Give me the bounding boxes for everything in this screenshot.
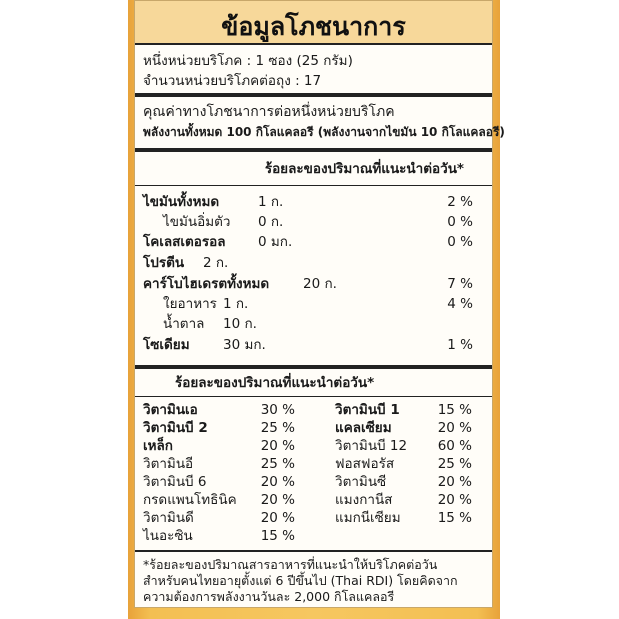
- vitamin-name: วิตามินบี 6: [143, 474, 207, 490]
- vitamin-name: วิตามินบี 12: [335, 438, 408, 454]
- vitamin-name: วิตามินซี: [335, 474, 387, 490]
- nutrient-name: ใยอาหาร: [163, 296, 217, 312]
- vitamin-name: วิตามินบี 1: [335, 402, 400, 418]
- vitamin-percent: 25 %: [260, 420, 295, 436]
- footnote: *ร้อยละของปริมาณสารอาหารที่แนะนำให้บริโภคต่อวัน: [143, 557, 438, 572]
- serving-size: หนึ่งหน่วยบริโภค : 1 ซอง (25 กรัม): [143, 53, 353, 69]
- vitamin-name: แมงกานีส: [335, 492, 393, 508]
- divider: [135, 550, 492, 552]
- nutrient-name: โซเดียม: [143, 337, 190, 353]
- vitamin-percent: 20 %: [437, 474, 472, 490]
- nutrition-label: [134, 0, 505, 608]
- divider: [135, 148, 492, 152]
- nutrient-amount: 1 ก.: [258, 194, 284, 210]
- vitamin-percent: 15 %: [437, 510, 472, 526]
- vitamin-percent: 15 %: [437, 402, 472, 418]
- dv-heading: ร้อยละของปริมาณที่แนะนำต่อวัน*: [175, 375, 375, 391]
- nutrient-name: ไขมันอิ่มตัว: [163, 214, 231, 230]
- nutrient-amount: 10 ก.: [223, 316, 257, 332]
- nutrient-name: น้ำตาล: [163, 316, 205, 332]
- nutrient-percent: 2 %: [447, 194, 473, 210]
- divider: [135, 43, 492, 45]
- vitamin-percent: 25 %: [437, 456, 472, 472]
- vitamin-percent: 20 %: [437, 492, 472, 508]
- vitamin-percent: 25 %: [260, 456, 295, 472]
- vitamin-percent: 20 %: [260, 474, 295, 490]
- dv-heading: ร้อยละของปริมาณที่แนะนำต่อวัน*: [264, 161, 464, 177]
- divider: [135, 185, 492, 186]
- nutrient-name: โคเลสเตอรอล: [143, 234, 226, 250]
- divider: [135, 396, 492, 397]
- vitamin-name: กรดแพนโทธินิค: [143, 492, 237, 508]
- vitamin-name: แมกนีเซียม: [335, 510, 401, 526]
- nutrient-name: คาร์โบไฮเดรตทั้งหมด: [143, 276, 270, 292]
- label-title: ข้อมูลโภชนาการ: [221, 12, 406, 41]
- vitamin-percent: 15 %: [260, 528, 295, 544]
- vitamin-percent: 30 %: [260, 402, 295, 418]
- nutrient-amount: 1 ก.: [223, 296, 249, 312]
- nutrient-percent: 1 %: [447, 337, 473, 353]
- vitamin-percent: 20 %: [437, 420, 472, 436]
- nutrient-amount: 2 ก.: [203, 255, 229, 271]
- vitamin-name: ฟอสฟอรัส: [335, 456, 395, 472]
- per-serving-heading: คุณค่าทางโภชนาการต่อหนึ่งหน่วยบริโภค: [143, 104, 395, 120]
- vitamin-percent: 60 %: [437, 438, 472, 454]
- vitamin-name: วิตามินเอ: [143, 402, 198, 418]
- footnote: สำหรับคนไทยอายุตั้งแต่ 6 ปีขึ้นไป (Thai RDI) โดยคิดจาก: [143, 573, 458, 588]
- nutrient-amount: 30 มก.: [223, 337, 266, 353]
- nutrient-percent: 0 %: [447, 214, 473, 230]
- nutrient-name: ไขมันทั้งหมด: [143, 194, 220, 210]
- vitamin-percent: 20 %: [260, 438, 295, 454]
- divider: [135, 365, 492, 369]
- vitamin-name: วิตามินดี: [143, 510, 194, 526]
- nutrient-amount: 0 ก.: [258, 214, 284, 230]
- vitamin-name: เหล็ก: [143, 438, 173, 454]
- servings-per-pack: จำนวนหน่วยบริโภคต่อถุง : 17: [143, 73, 322, 89]
- nutrient-amount: 20 ก.: [303, 276, 337, 292]
- nutrient-name: โปรตีน: [143, 255, 185, 271]
- footnote: ความต้องการพลังงานวันละ 2,000 กิโลแคลอรี: [143, 589, 395, 604]
- nutrient-percent: 0 %: [447, 234, 473, 250]
- energy-line: พลังงานทั้งหมด 100 กิโลแคลอรี (พลังงานจากไขมัน 10 กิโลแคลอรี): [143, 125, 505, 139]
- nutrient-percent: 4 %: [447, 296, 473, 312]
- nutrient-percent: 7 %: [447, 276, 473, 292]
- vitamin-name: วิตามินบี 2: [143, 420, 208, 436]
- divider: [135, 93, 492, 97]
- vitamin-name: วิตามินอี: [143, 456, 194, 472]
- vitamin-percent: 20 %: [260, 510, 295, 526]
- vitamin-name: ไนอะซิน: [143, 528, 193, 544]
- vitamin-name: แคลเซียม: [335, 420, 392, 436]
- nutrient-amount: 0 มก.: [258, 234, 293, 250]
- vitamin-percent: 20 %: [260, 492, 295, 508]
